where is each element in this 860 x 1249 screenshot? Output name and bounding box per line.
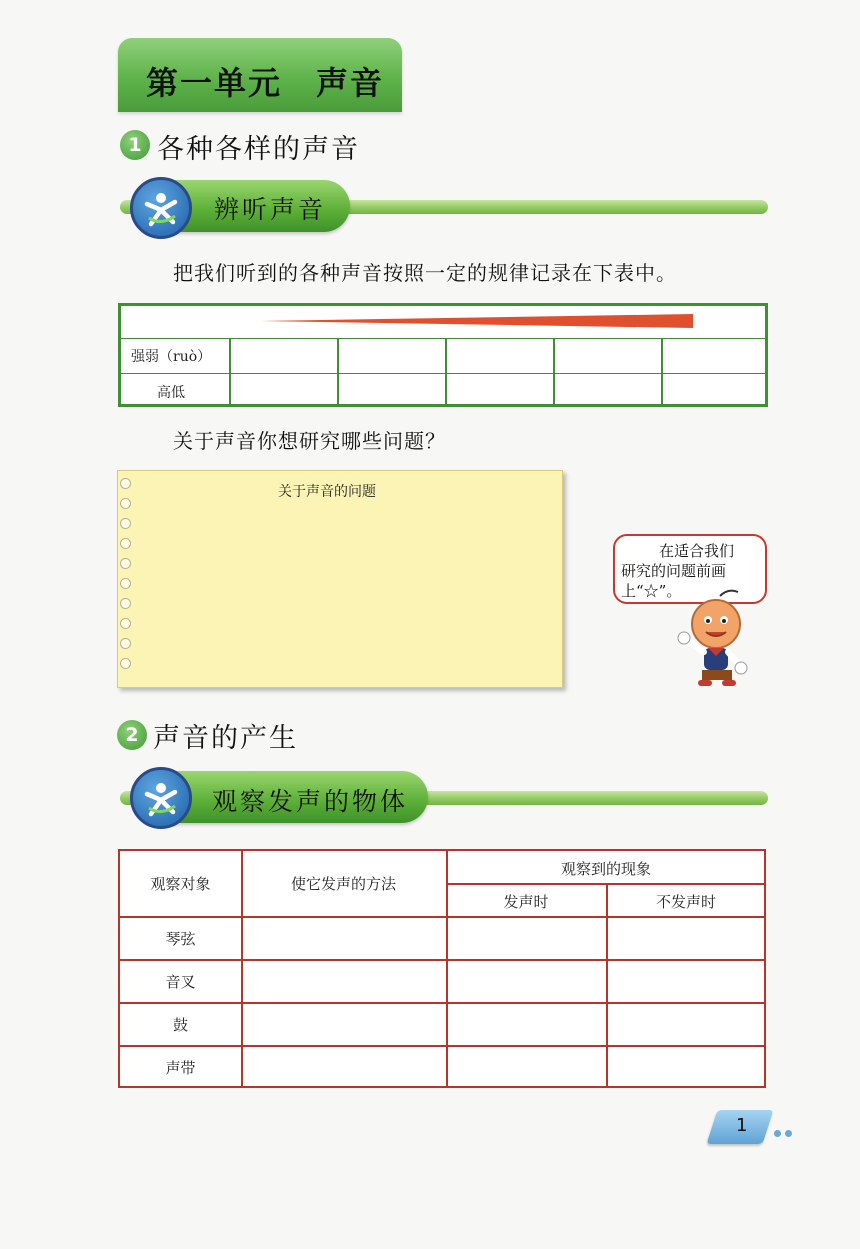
bubble-line-2: 研究的问题前画 — [621, 562, 727, 580]
binding-ring — [120, 538, 131, 549]
activity-1-label: 辨听声音 — [214, 195, 327, 224]
activity-2-label: 观察发声的物体 — [212, 787, 409, 816]
unit-title: 第一单元 声音 — [146, 64, 385, 102]
binding-ring — [120, 638, 131, 649]
activity-person-icon — [130, 177, 192, 239]
instruction-text: 把我们听到的各种声音按照一定的规律记录在下表中。 — [173, 261, 677, 285]
section-2-title: 声音的产生 — [153, 723, 298, 754]
binding-ring — [120, 558, 131, 569]
row-object: 琴弦 — [165, 930, 196, 948]
header-phenomenon: 观察到的现象 — [560, 860, 651, 878]
section-1-number: 1 — [120, 130, 150, 160]
binding-ring — [120, 578, 131, 589]
header-not-sounding: 不发声时 — [655, 893, 716, 911]
mascot-character — [668, 588, 758, 692]
binding-ring — [120, 658, 131, 669]
header-sounding: 发声时 — [503, 893, 549, 911]
page-dot — [785, 1130, 792, 1137]
row-object: 音叉 — [165, 973, 196, 991]
section-1-title: 各种各样的声音 — [157, 134, 360, 165]
binding-ring — [120, 598, 131, 609]
question-note-paper — [117, 470, 563, 688]
sound-record-table — [118, 303, 768, 407]
header-method: 使它发声的方法 — [290, 875, 396, 893]
question-prompt: 关于声音你想研究哪些问题？ — [173, 429, 446, 453]
activity-person-icon — [130, 767, 192, 829]
page-number: 1 — [736, 1115, 748, 1136]
binding-ring — [120, 518, 131, 529]
binding-ring — [120, 498, 131, 509]
row-object: 声带 — [165, 1059, 196, 1077]
binding-ring — [120, 618, 131, 629]
increasing-arrow — [261, 313, 701, 329]
page-dot — [774, 1130, 781, 1137]
section-2-number: 2 — [117, 720, 147, 750]
row-object: 鼓 — [172, 1016, 188, 1034]
bubble-line-3: 上“☆”。 — [621, 582, 682, 600]
binding-ring — [120, 478, 131, 489]
header-object: 观察对象 — [150, 875, 211, 893]
note-title: 关于声音的问题 — [278, 484, 376, 500]
sound-object-table — [118, 849, 766, 1088]
bubble-line-1: 在适合我们 — [659, 542, 735, 560]
row-label-loudness: 强弱（ruò） — [131, 349, 212, 365]
row-label-pitch: 高低 — [157, 385, 185, 401]
